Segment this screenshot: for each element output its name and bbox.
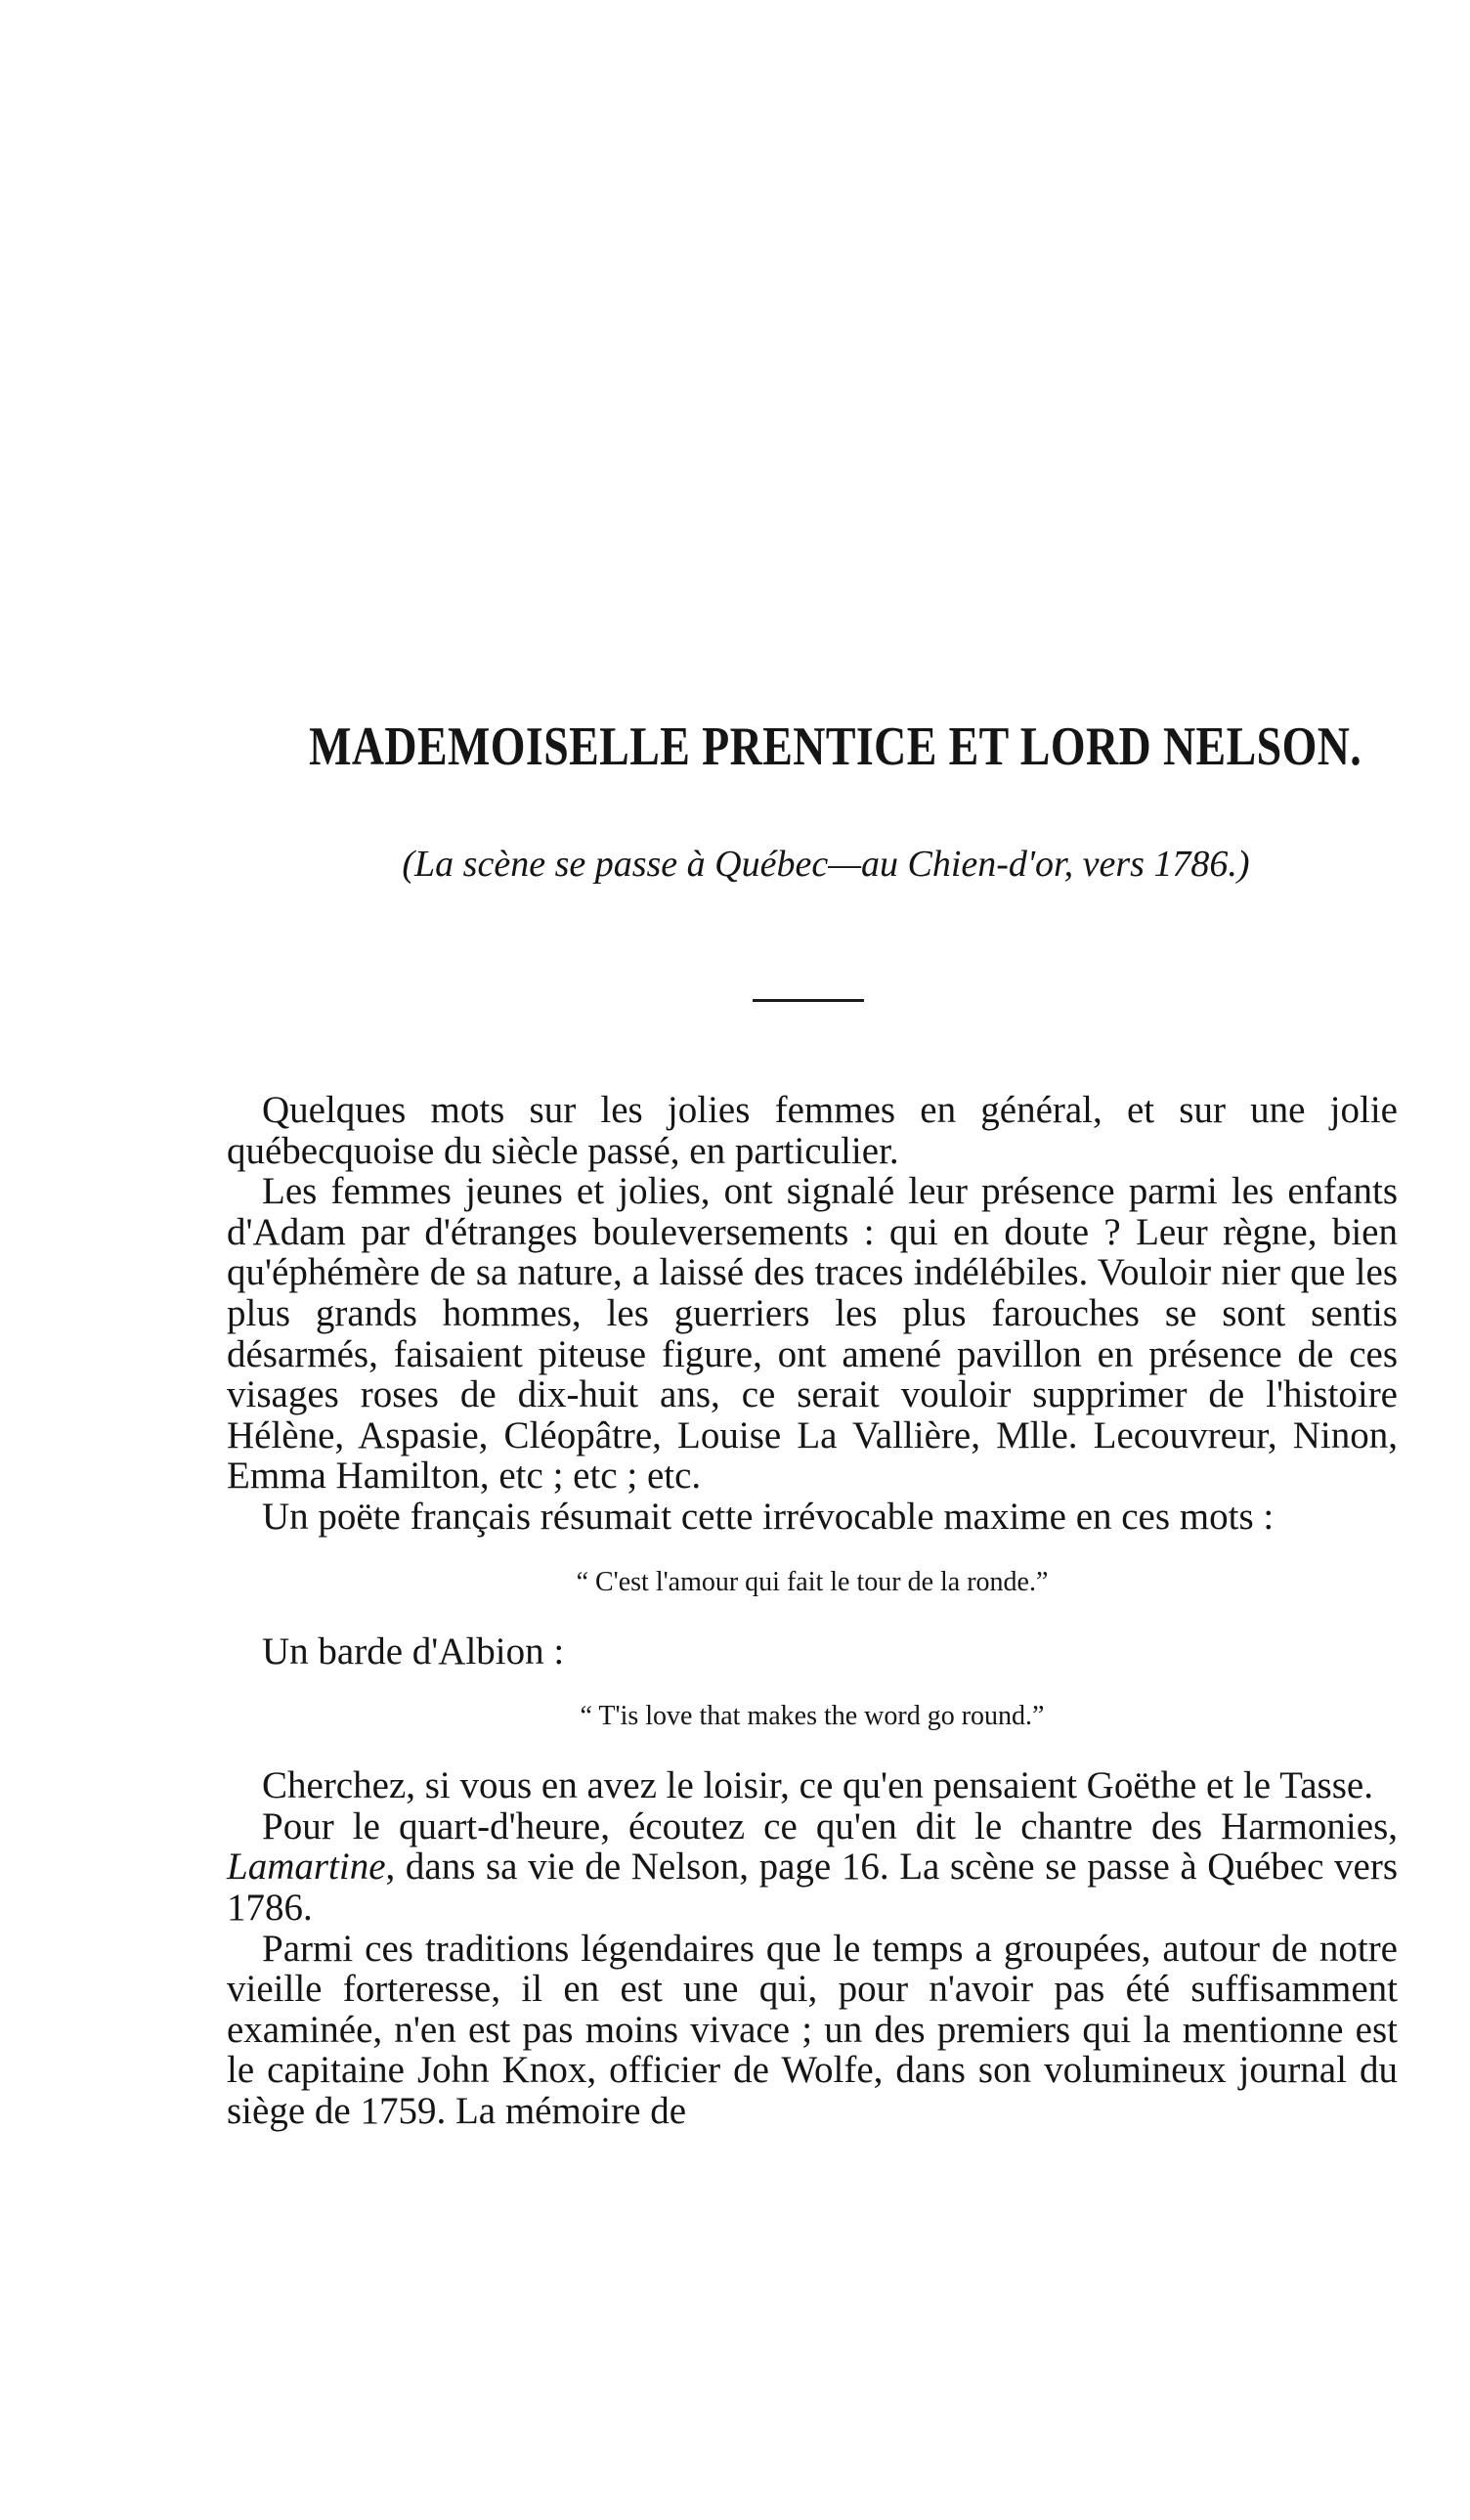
- paragraph-intro: Quelques mots sur les jolies femmes en général, et sur une jolie québecquoise du siècle passé, en particulier.: [227, 1089, 1398, 1172]
- chapter-title: MADEMOISELLE PRENTICE ET LORD NELSON.: [309, 717, 1362, 777]
- title-divider: [753, 999, 864, 1002]
- lamartine-text-before: Pour le quart-d'heure, écoutez ce qu'en dit le chantre des Harmonies,: [262, 1804, 1398, 1847]
- barde-line: Un barde d'Albion :: [262, 1629, 565, 1673]
- paragraph-femmes: Les femmes jeunes et jolies, ont signalé leur présence parmi les enfants d'Adam par d'étranges bouleversements : qui en doute ? Leur règne, bien qu'éphémère de sa nature, a laissé des traces indélébiles. Vouloir nier que les plus grands hommes, les guerriers les plus farouches se sont sentis désarmés, faisaient piteuse figure, ont amené pavillon en présence de ces visages roses de dix-huit ans, ce serait vouloir supprimer de l'histoire Hélène, Aspasie, Cléopâtre, Louise La Vallière, Mlle. Lecouvreur, Ninon, Emma Hamilton, etc ; etc ; etc.: [227, 1170, 1398, 1498]
- body-text: [227, 1090, 1398, 2131]
- paragraph-traditions: Parmi ces traditions légendaires que le temps a groupées, autour de notre vieille forteresse, il en est une qui, pour n'avoir pas été suffisamment examinée, n'en est pas moins vivace ; un des premiers qui la mentionne est le capitaine John Knox, officier de Wolfe, dans son volumineux journal du siège de 1759. La mémoire de: [227, 1927, 1398, 2132]
- lamartine-name: Lamartine: [227, 1846, 386, 1889]
- quote-english: “ T'is love that makes the word go round.”: [580, 1701, 1045, 1732]
- paragraph-poete: Un poëte français résumait cette irrévocable maxime en ces mots :: [262, 1495, 1275, 1538]
- lamartine-text-after: , dans sa vie de Nelson, page 16. La scène se passe à Québec vers 1786.: [227, 1846, 1398, 1929]
- paragraph-lamartine: [227, 1806, 1398, 1929]
- quote-french: “ C'est l'amour qui fait le tour de la ronde.”: [576, 1566, 1049, 1597]
- paragraph-goethe: Cherchez, si vous en avez le loisir, ce qu'en pensaient Goëthe et le Tasse.: [262, 1764, 1373, 1807]
- scene-subtitle: (La scène se passe à Québec—au Chien-d'or, vers 1786.): [402, 844, 1250, 885]
